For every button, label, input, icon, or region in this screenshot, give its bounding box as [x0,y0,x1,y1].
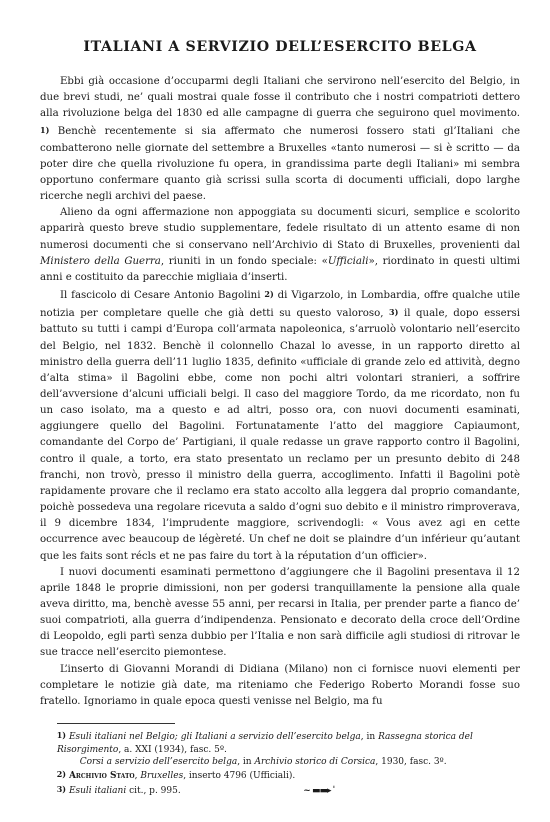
footnote-text: , inserto 4796 (Ufficiali). [183,771,296,782]
footnote-place: Bruxelles [140,771,184,782]
italic-run: Ministero della Guerra [40,255,161,267]
footnote-mark: 1) [56,730,67,741]
text-run: , riuniti in un fondo speciale: « [160,255,328,267]
ink-smudge-mark: ~ ▬▬▸ ˈ [303,785,335,796]
footnote-text: , in [237,756,255,767]
footnote-divider [57,723,175,724]
text-run: I nuovi documenti esaminati permettono d’aggiungere che il Bagolini presentava il 12 aprile 1848 le proprie dimissioni, non per godersi tranquillamente la pensione alla quale aveva diritto, ma, benchè avesse 55 anni, per recarsi in Italia, per prender parte a fianco de’ suoi compatrioti, alla guerra d’indipendenza. Pensionato e decorato della croce dell’Ordine di Leopoldo, egli partì senza dubbio per l’Italia e non sarà difficile agli studiosi di ritrovar le sue tracce nell’esercito piemontese. [40,566,520,659]
footnote-title: Corsi a servizio dell’esercito belga [79,756,238,767]
footnote-text: , [134,771,141,782]
footnote-2 [40,768,520,782]
article-title: ITALIANI A SERVIZIO DELL’ESERCITO BELGA [83,39,477,55]
text-run: Alieno da ogni affermazione non appoggiata su documenti sicuri, semplice e scolorito apparirà questo breve studio supplementare, fedele risultato di un attento esame di non numerosi documenti che si conservano nell’Archivio di Stato di Bruxelles, provenienti dal [40,207,520,251]
footnote-text: cit., p. 995. [126,785,181,796]
footnote-title: Esuli italiani [68,785,127,796]
paragraph [40,205,520,286]
footnote-archive: Archivio Stato [68,771,135,782]
italic-run: Ufficiali [327,255,369,267]
footnote-title: Esuli italiani nel Belgio; gli Italiani a servizio dell’esercito belga [68,732,361,743]
footnote-1 [40,729,520,756]
text-run: di Vigarzolo, in Lombardia, offre qualche utile notizia per completare quelle che già detti su questo valoroso, [40,290,520,320]
article-body [40,74,520,710]
paragraph [40,74,520,205]
text-run: Ebbi già occasione d’occuparmi degli Italiani che servirono nell’esercito del Belgio, in due brevi studi, ne’ quali mostrai quale fosse il contributo che i nostri compatrioti dettero alla rivoluzione belga del 1830 ed alle campagne di guerra che seguirono quel movimento. [40,76,520,120]
paragraph [40,565,520,662]
text-run: L’inserto di Giovanni Morandi di Didiana (Milano) non ci fornisce nuovi elementi per completare le notizie già date, ma riteniamo che Federigo Roberto Morandi fosse suo fratello. Ignoriamo in quale epoca questi venisse nel Belgio, ma fu [40,663,520,707]
footnote-1-continued [40,756,520,768]
footnote-text: , a. XXI (1934), fasc. 5º. [118,744,227,755]
footnote-mark: 3) [56,783,67,794]
text-run: », riordinato in questi ultimi anni e costituito da parecchie migliaia d’inserti. [40,255,520,283]
footnote-text: , 1930, fasc. 3º. [375,756,447,767]
footnote-3 [40,783,520,797]
footnote-mark: 2) [56,769,67,780]
text-run: il quale, dopo essersi battuto su tutti i campi d’Europa coll’armata napoleonica, s’arruolò volontario nell’esercito del Belgio, nel 1832. Benchè il colonnello Chazal lo avesse, in un rapporto diretto al ministro della guerra dell’11 luglio 1835, definito «ufficiale di grande zelo ed attività, degno d’alta stima» il Bagolini ebbe, come non pochi altri volontari stranieri, a soffrire dell’avversione d’alcuni ufficiali belgi. Il caso del maggiore Tordo, da me ricordato, non fu un caso isolato, ma a questo e ad altri, posso ora, con nuovi documenti esaminati, aggiungere quello del Bagolini. Fortunatamente l’atto del maggiore Capiaumont, comandante del Corpo de’ Partigiani, il quale redasse un grave rapporto contro il Bagolini, contro il quale, a torto, era stato presentato un reclamo per un presunto debito di 248 franchi, non trovò, presso il ministro della guerra, accoglimento. Infatti il Bagolini potè rapidamente provare che il reclamo era stato accolto alla leggera dal proprio comandante, poichè possedeva una regolare ricevuta a saldo d’ogni suo debito e il ministro rimproverava, il 9 dicembre 1834, l’imprudente maggiore, scrivendogli: « Vous avez agi en cette occurrence avec beaucoup de légèreté. Un chef ne doit se plaindre d’un inférieur qu’autant que les faits sont récls et ne pas faire du tort à la réputation d’un officier». [40,308,520,562]
footnote-ref: 1) [40,125,50,136]
footnote-ref: 3) [389,307,399,318]
footnote-journal: Rassegna storica del Risorgimento [57,732,473,755]
footnote-text: , in [360,732,379,743]
footnote-journal: Archivio storico di Corsica [254,756,376,767]
footnotes [40,729,520,797]
paragraph [40,286,520,565]
text-run: Benchè recentemente si sia affermato che numerosi fossero stati gl’Italiani che combatterono nelle giornate del settembre a Bruxelles «tanto numerosi — si è scritto — da poter dire che quella rivoluzione fu opera, in grandissima parte degli Italiani» mi sembra opportuno confermare quanto già scrissi sulla scorta di documenti ufficiali, dopo larghe ricerche negli archivi del paese. [40,126,520,203]
text-run: Il fascicolo di Cesare Antonio Bagolini [60,290,265,302]
paragraph [40,662,520,710]
footnote-ref: 2) [264,289,274,300]
